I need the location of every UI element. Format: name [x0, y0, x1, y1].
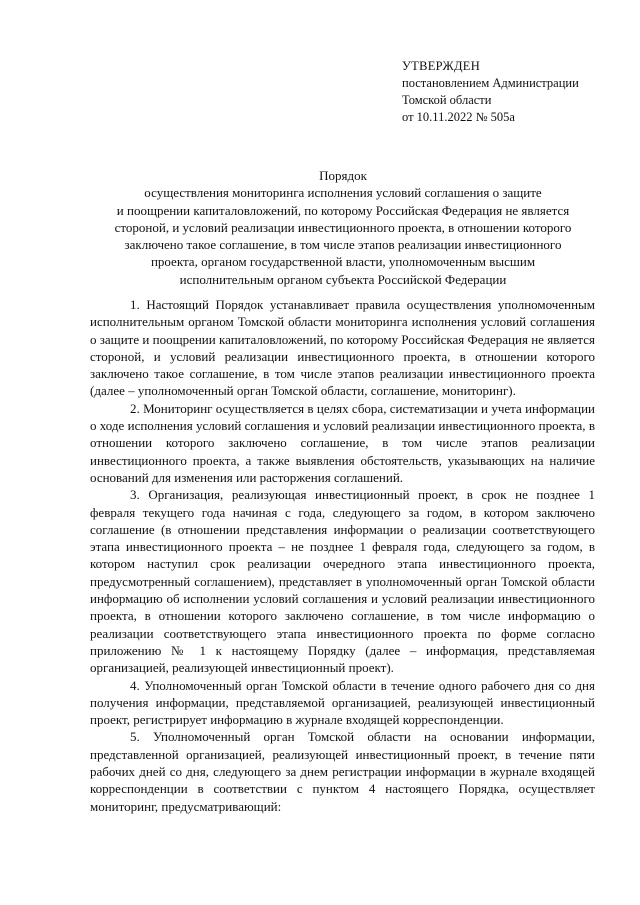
document-title — [84, 167, 602, 288]
title-line: и поощрении капиталовложений, по которому Российская Федерация не является — [116, 202, 570, 218]
paragraph-4: 4. Уполномоченный орган Томской области в течение одного рабочего дня со дня получения информации, представляемой организацией, реализующей инвестиционный проект, регистрирует информацию в журнале входящей корреспонденции. — [90, 677, 595, 728]
title-line: заключено такое соглашение, в том числе этапов реализации инвестиционного — [124, 237, 562, 253]
paragraph-5: 5. Уполномоченный орган Томской области на основании информации, представленной организацией, реализующей инвестиционный проект, в течение пяти рабочих дней со дня, следующего за днем регистрации информации в журнале входящей корреспонденции в соответствии с пунктом 4 настоящего Порядка, осуществляет мониторинг, предусматривающий: — [90, 729, 595, 814]
title-heading: Порядок — [319, 168, 367, 183]
document-body — [90, 296, 595, 815]
title-line: проекта, органом государственной власти, уполномоченным высшим — [150, 254, 536, 270]
approval-date-number: от 10.11.2022 № 505а — [402, 110, 515, 124]
title-line: стороной, и условий реализации инвестиционного проекта, в отношении которого — [114, 219, 572, 235]
title-line: исполнительным органом субъекта Российской Федерации — [179, 271, 507, 287]
approval-heading: УТВЕРЖДЕН — [402, 59, 481, 73]
approval-line: Томской области — [402, 93, 492, 107]
paragraph-2: 2. Мониторинг осуществляется в целях сбора, систематизации и учета информации о ходе исполнения условий соглашения и условий реализации инвестиционного проекта, в отношении которого заключено соглашение, в том числе этапов реализации инвестиционного проекта, а также выявления обстоятельств, указывающих на наличие оснований для изменения или расторжения соглашений. — [90, 400, 595, 485]
title-line: осуществления мониторинга исполнения условий соглашения о защите — [144, 185, 542, 201]
paragraph-1: 1. Настоящий Порядок устанавливает правила осуществления уполномоченным исполнительным органом Томской области мониторинга исполнения условий соглашения о защите и поощрении капиталовложений, по которому Российская Федерация не является стороной, и условий реализации инвестиционного проекта, в отношении которого заключено такое соглашение, в том числе этапов реализации инвестиционного проекта (далее – уполномоченный орган Томской области, соглашение, мониторинг). — [90, 297, 595, 399]
paragraph-3: 3. Организация, реализующая инвестиционный проект, в срок не позднее 1 февраля текущего года начиная с года, следующего за годом, в котором заключено соглашение (в отношении представления информации о реализации соответствующего этапа инвестиционного проекта – не позднее 1 февраля года, следующего за годом, в котором наступил срок реализации очередного этапа инвестиционного проекта, предусмотренный соглашением), представляет в уполномоченный орган Томской области информацию об исполнении условий соглашения и условий реализации инвестиционного проекта, в отношении которого заключено соглашение, в том числе информацию о реализации соответствующего этапа инвестиционного проекта по форме согласно приложению № 1 к настоящему Порядку (далее – информация, представляемая организацией, реализующей инвестиционный проект). — [90, 487, 595, 676]
approval-block — [402, 58, 579, 126]
approval-line: постановлением Администрации — [402, 76, 579, 90]
